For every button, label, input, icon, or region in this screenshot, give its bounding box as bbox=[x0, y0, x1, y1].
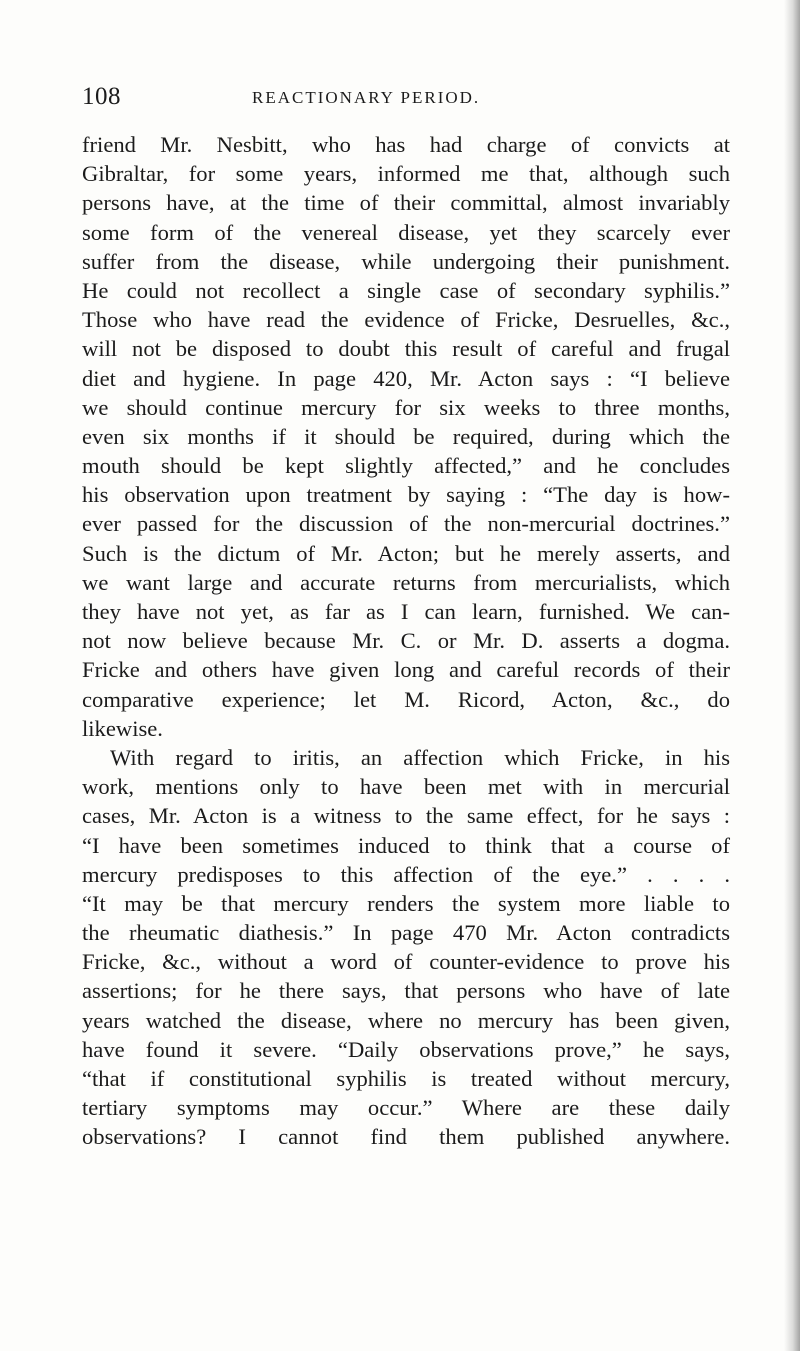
text-line: his observation upon treatment by saying : “The day is how- bbox=[82, 482, 730, 508]
text-line: He could not recollect a single case of secondary syphilis.” bbox=[82, 277, 730, 303]
text-line: we want large and accurate returns from mercurialists, which bbox=[82, 569, 730, 595]
text-line: not now believe because Mr. C. or Mr. D. asserts a dogma. bbox=[82, 628, 730, 654]
page-number: 108 bbox=[82, 83, 121, 110]
text-line: mercury predisposes to this affection of the eye.” . . . . bbox=[82, 861, 730, 887]
text-line: we should continue mercury for six weeks to three months, bbox=[82, 394, 730, 420]
text-line: Fricke, &c., without a word of counter-evidence to prove his bbox=[82, 949, 730, 975]
text-line: comparative experience; let M. Ricord, Acton, &c., do bbox=[82, 686, 730, 712]
text-line: ever passed for the discussion of the non-mercurial doctrines.” bbox=[82, 511, 730, 537]
page-header bbox=[82, 83, 722, 113]
body-text bbox=[82, 130, 730, 1152]
text-line: “I have been sometimes induced to think that a course of bbox=[82, 832, 730, 858]
text-line: some form of the venereal disease, yet they scarcely ever bbox=[82, 219, 730, 245]
paragraph-end-line: likewise. bbox=[82, 715, 163, 741]
text-line: assertions; for he there says, that persons who have of late bbox=[82, 978, 730, 1004]
text-line: friend Mr. Nesbitt, who has had charge of convicts at bbox=[82, 132, 730, 157]
text-line: “It may be that mercury renders the system more liable to bbox=[82, 890, 730, 916]
text-line: years watched the disease, where no mercury has been given, bbox=[82, 1007, 730, 1033]
text-line: they have not yet, as far as I can learn, furnished. We can- bbox=[82, 599, 730, 624]
text-line: cases, Mr. Acton is a witness to the same effect, for he says : bbox=[82, 803, 730, 829]
text-line: will not be disposed to doubt this result of careful and frugal bbox=[82, 336, 730, 362]
text-line: work, mentions only to have been met with in mercurial bbox=[82, 774, 730, 800]
text-line: Fricke and others have given long and careful records of their bbox=[82, 657, 730, 683]
text-line: Such is the dictum of Mr. Acton; but he merely asserts, and bbox=[82, 540, 730, 566]
page-edge-shadow bbox=[784, 0, 800, 1351]
running-head: REACTIONARY PERIOD. bbox=[252, 88, 481, 107]
text-line: suffer from the disease, while undergoing their punishment. bbox=[82, 248, 730, 274]
text-line: persons have, at the time of their committal, almost invariably bbox=[82, 190, 730, 216]
text-line: the rheumatic diathesis.” In page 470 Mr. Acton contradicts bbox=[82, 920, 730, 946]
text-line: Those who have read the evidence of Fricke, Desruelles, &c., bbox=[82, 307, 730, 333]
text-line: have found it severe. “Daily observations prove,” he says, bbox=[82, 1036, 730, 1062]
text-line: diet and hygiene. In page 420, Mr. Acton says : “I believe bbox=[82, 365, 730, 391]
text-line: “that if constitutional syphilis is treated without mercury, bbox=[82, 1066, 730, 1091]
text-line: even six months if it should be required, during which the bbox=[82, 423, 730, 449]
text-line: mouth should be kept slightly affected,” and he concludes bbox=[82, 453, 730, 479]
text-line: tertiary symptoms may occur.” Where are these daily bbox=[82, 1095, 730, 1121]
text-line: Gibraltar, for some years, informed me that, although such bbox=[82, 161, 730, 187]
text-line: observations? I cannot find them published anywhere. bbox=[82, 1124, 730, 1150]
paragraph-start-line: With regard to iritis, an affection which Fricke, in his bbox=[110, 744, 730, 770]
